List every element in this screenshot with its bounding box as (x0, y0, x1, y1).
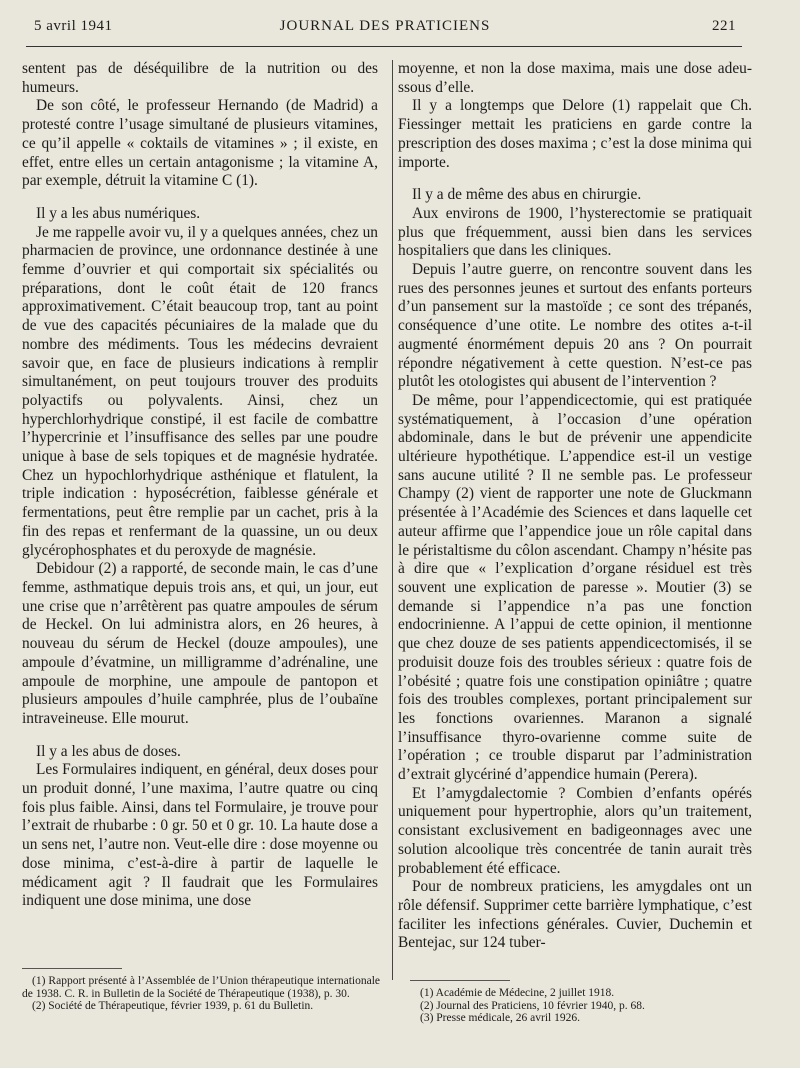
paragraph: De son côté, le professeur Hernando (de Madrid) a protesté contre l’usage simultané de plusieurs vitamines, ce qu’il appelle « coktails de vitamines » ; il existe, en effet, entre elles un certain antagonisme ; la vitamine A, par exemple, détruit la vitamine C (1). (22, 97, 378, 190)
paragraph: Et l’amygdalectomie ? Combien d’enfants opérés uniquement pour hypertrophie, alors qu’un traitement, consistant exclusivement en badigeonnages avec une solution alcoolique très concentrée de tanin aurait très probablement été efficace. (398, 784, 752, 877)
paragraph: Aux environs de 1900, l’hysterectomie se pratiquait plus que fréquemment, aussi bien dans les services hospitaliers que dans les cliniques. (398, 204, 752, 260)
paragraph: De même, pour l’appendicectomie, qui est pratiquée systématiquement, à l’occasion d’une opération abdominale, dans le but de prévenir une appendicite ultérieure hypothétique. L’appendice est-il un vestige sans aucune utilité ? Il ne semble pas. Le professeur Champy (2) vient de rapporter une note de Gluckmann présentée à l’Académie des Sciences et dans laquelle cet auteur affirme que l’appendice joue un rôle capital dans le péristaltisme du côlon ascendant. Champy n’hésite pas à dire que « l’explication d’organe résiduel est très souvent une explication de paresse ». Moutier (3) se demande si l’appendice n’a pas une fonction endocrinienne. A l’appui de cette opinion, il mentionne que chez douze de ses patients appendicectomisés, il se produisit douze fois des troubles sérieux : quatre fois de l’obésité ; quatre fois une constipation opiniâtre ; quatre fois des troubles complexes, portant principalement sur les fonctions ovariennes. Maranon a signalé l’insuffisance thyro-ovarienne comme suite de l’opération ; ce trouble disparut par l’administration d’extrait glycériné d’appendice humain (Perera). (398, 391, 752, 784)
header-rule (26, 46, 742, 47)
page-number: 221 (712, 18, 736, 34)
footnote: (2) Société de Thérapeutique, février 1939, p. 61 du Bulletin. (32, 1000, 314, 1013)
footnotes-left (22, 975, 380, 1013)
paragraph: Pour de nombreux praticiens, les amygdales ont un rôle défensif. Supprimer cette barrière lymphatique, c’est faciliter les infections générales. Cuvier, Duchemin et Bentejac, sur 124 tuber- (398, 878, 752, 952)
paragraph: Il y a les abus de doses. (36, 742, 181, 760)
paragraph: moyenne, et non la dose maxima, mais une dose adeu-ssous d’elle. (398, 60, 752, 96)
running-header (34, 18, 736, 44)
column-divider (392, 60, 393, 980)
footnote-rule-right (410, 980, 510, 981)
journal-title: JOURNAL DES PRATICIENS (279, 18, 491, 34)
left-column (22, 60, 378, 911)
footnote: (3) Presse médicale, 26 avril 1926. (420, 1012, 580, 1025)
paragraph: Depuis l’autre guerre, on rencontre souvent dans les rues des personnes jeunes et surtout des enfants porteurs d’un pansement sur la mastoïde ; ce sont des trépanés, conséquence d’une otite. Le nombre des otites a-t-il augmenté énormément depuis 20 ans ? On pourrait répondre négativement à cette question. N’est-ce pas plutôt les otologistes qui abusent de l’intervention ? (398, 261, 752, 391)
paragraph: Il y a longtemps que Delore (1) rappelait que Ch. Fiessinger mettait les praticiens en garde contre la prescription des doses maxima ; c’est la dose minima qui importe. (398, 97, 752, 171)
paragraph: Les Formulaires indiquent, en général, deux doses pour un produit donné, l’une maxima, l’autre quatre ou cinq fois plus faible. Ainsi, dans tel Formulaire, je trouve pour l’extrait de rhubarbe : 0 gr. 50 et 0 gr. 10. La haute dose a un sens net, l’autre non. Veut-elle dire : dose moyenne ou dose minima, c’est-à-dire à partir de laquelle le médicament agit ? Il faudrait que les Formulaires indiquent une dose minima, une dose (22, 761, 378, 910)
paragraph: Il y a de même des abus en chirurgie. (412, 186, 642, 204)
paragraph: sentent pas de déséquilibre de la nutrition ou des humeurs. (22, 60, 378, 96)
paragraph: Debidour (2) a rapporté, de seconde main, le cas d’une femme, asthmatique depuis trois ans, et qui, un jour, eut une crise que n’arrêtèrent pas quatre ampoules de sérum de Heckel. On lui administra alors, en 26 heures, à nouveau du sérum de Heckel (douze ampoules), une ampoule d’évatmine, un milligramme d’adrénaline, une ampoule de morphine, une ampoule de pantopon et plusieurs ampoules d’huile camphrée, plus de l’oubaïne intraveineuse. Elle mourut. (22, 560, 378, 727)
footnote: (2) Journal des Praticiens, 10 février 1940, p. 68. (420, 999, 645, 1012)
footnote: (1) Rapport présenté à l’Assemblée de l’Union thérapeutique internationale de 1938. C. R. in Bulletin de la Société de Thérapeutique (1938), p. 30. (22, 975, 380, 1000)
footnotes-right (410, 987, 750, 1025)
right-column (398, 60, 752, 953)
paragraph: Il y a les abus numériques. (36, 204, 201, 222)
issue-date: 5 avril 1941 (34, 18, 113, 34)
paragraph: Je me rappelle avoir vu, il y a quelques années, chez un pharmacien de province, une ordonnance destinée à une femme d’ouvrier et qui comportait six spécialités ou préparations, dont le coût était de 120 francs approximativement. C’était beaucoup trop, tant au point de vue des capacités pécuniaires de la malade que du nombre des médiments. Tous les médecins devraient savoir que, en face de plusieurs indications à remplir simultanément, on peut toujours trouver des produits polyactifs ou polyvalents. Ainsi, chez un hyperchlorhydrique constipé, il est facile de combattre l’hypercrinie et l’insuffisance des selles par une poudre unique à base de sels topiques et de magnésie hydratée. Chez un hypochlorhydrique asthénique et flatulent, la triple indication : hyposécrétion, faiblesse générale et fermentations, peut être remplie par un cachet, pris à la fin des repas et renfermant de la quassine, un ou deux glycérophosphates et du peroxyde de magnésie. (22, 223, 378, 559)
footnote-rule-left (22, 968, 122, 969)
footnote: (1) Académie de Médecine, 2 juillet 1918. (420, 987, 615, 999)
